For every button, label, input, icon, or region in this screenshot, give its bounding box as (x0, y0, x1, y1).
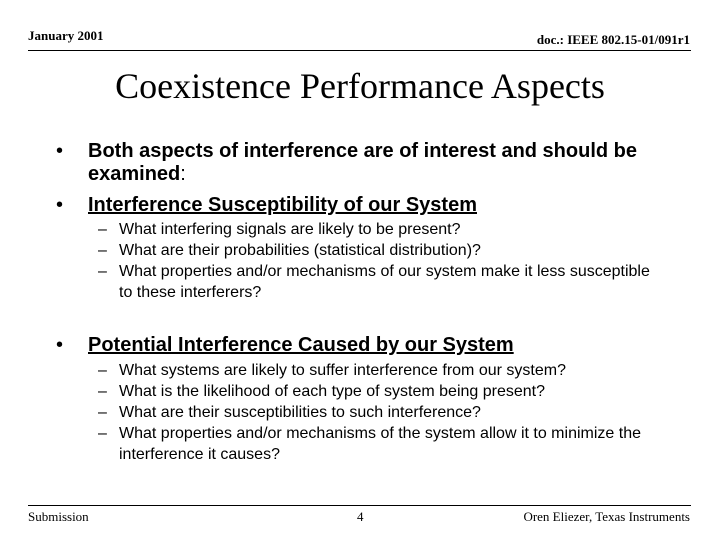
dash-icon: – (98, 404, 107, 421)
list-item-text: What properties and/or mechanisms of the system allow it to minimize the interference it causes? (119, 425, 641, 463)
list-item (98, 240, 658, 261)
list-item-text: What are their susceptibilities to such interference? (119, 404, 481, 421)
section1-bullet (56, 194, 656, 217)
list-item-text: What systems are likely to suffer interference from our system? (119, 362, 566, 379)
bullet-icon: • (56, 334, 64, 356)
list-item (98, 402, 658, 423)
section1-heading: Interference Susceptibility of our System (88, 194, 477, 216)
section2-list (98, 360, 658, 465)
intro-bullet (56, 140, 656, 186)
dash-icon: – (98, 383, 107, 400)
intro-text-main: Both aspects of interference are of interest and should be examined (88, 140, 638, 185)
dash-icon: – (98, 425, 107, 442)
header-doc-id: doc.: IEEE 802.15-01/091r1 (536, 32, 690, 47)
header-date: January 2001 (28, 28, 104, 43)
list-item (98, 219, 658, 240)
dash-icon: – (98, 221, 107, 238)
header-rule (28, 50, 691, 51)
bullet-icon: • (56, 194, 64, 216)
list-item-text: What properties and/or mechanisms of our system make it less susceptible to these interferers? (119, 263, 650, 301)
intro-text (88, 140, 656, 186)
section2-heading: Potential Interference Caused by our System (88, 334, 514, 356)
footer-rule (28, 505, 691, 506)
dash-icon: – (98, 263, 107, 280)
intro-colon: : (180, 163, 186, 185)
footer-author: Oren Eliezer, Texas Instruments (523, 509, 690, 524)
bullet-icon: • (56, 140, 64, 162)
list-item (98, 360, 658, 381)
section1-list (98, 219, 658, 303)
dash-icon: – (98, 362, 107, 379)
slide-title: Coexistence Performance Aspects (115, 66, 605, 106)
list-item (98, 423, 658, 465)
list-item-text: What are their probabilities (statistical distribution)? (119, 242, 481, 259)
dash-icon: – (98, 242, 107, 259)
section2-bullet (56, 334, 656, 357)
footer-submission: Submission (28, 509, 89, 524)
footer-page-number: 4 (357, 509, 364, 524)
list-item-text: What interfering signals are likely to be present? (119, 221, 461, 238)
list-item (98, 381, 658, 402)
list-item (98, 261, 658, 303)
list-item-text: What is the likelihood of each type of system being present? (119, 383, 546, 400)
